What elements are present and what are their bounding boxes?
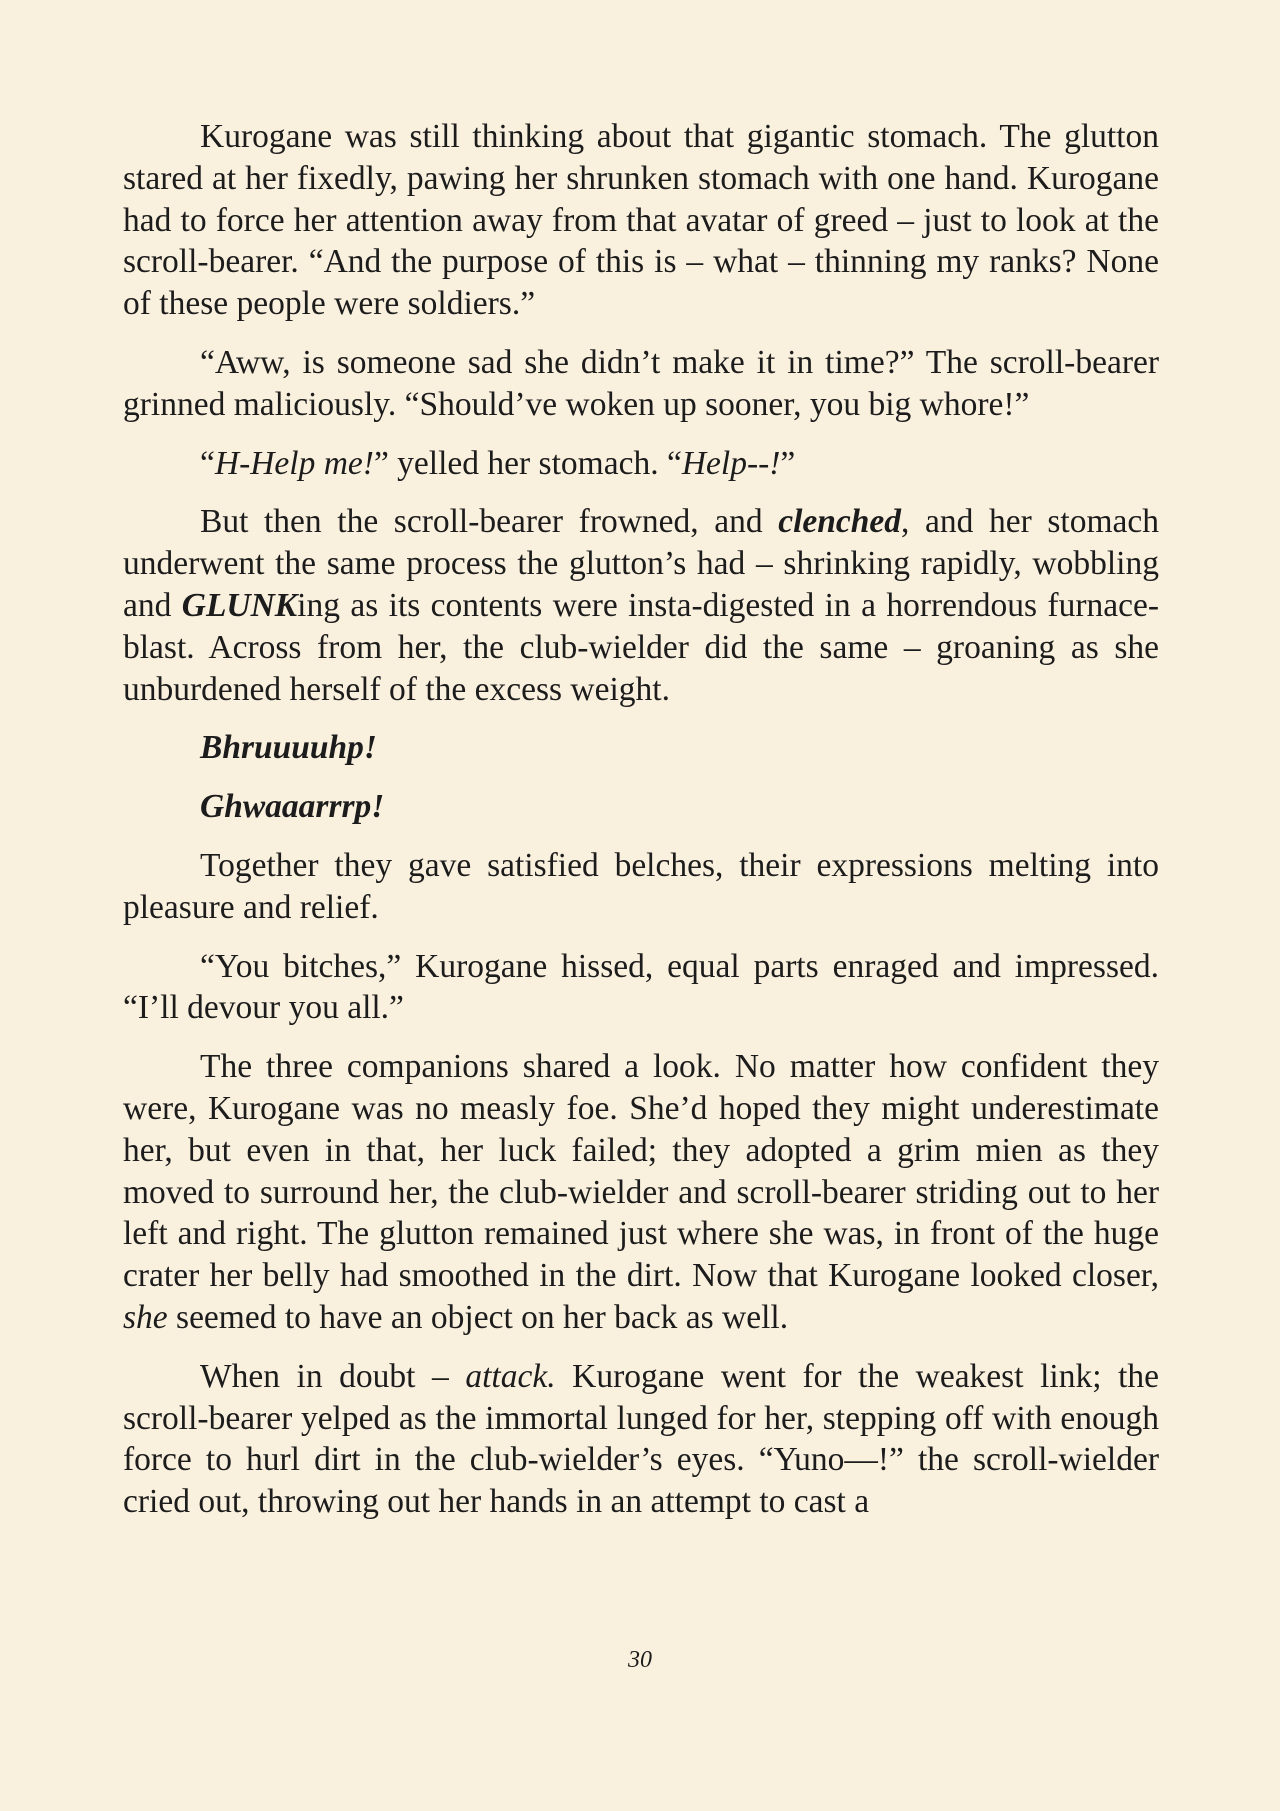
text-segment: ”: [780, 444, 796, 482]
text-segment: Kurogane was still thinking about that gigantic stomach. The glutton stared at her fixedly, pawing her shrunken stomach with one hand. Kurogane had to force her attention away from that avatar of greed – just to look at the scroll-bearer. “And the purpose of this is – what – thinning my ranks? None of these people were soldiers.”: [123, 118, 1159, 323]
text-segment: “You bitches,” Kurogane hissed, equal parts enraged and impressed. “I’ll devour you all.”: [123, 947, 1159, 1027]
text-segment: When in doubt –: [200, 1357, 466, 1395]
bold-italic-text-segment: Ghwaaarrrp!: [200, 788, 385, 826]
italic-text-segment: attack.: [465, 1357, 556, 1395]
italic-text-segment: Help--!: [681, 444, 781, 482]
paragraph-8: [123, 946, 1159, 1030]
paragraph-5: [123, 727, 1159, 769]
bold-italic-text-segment: Bhruuuuhp!: [200, 729, 377, 767]
italic-text-segment: H-Help me!: [214, 444, 374, 482]
text-segment: Together they gave satisfied belches, their expressions melting into pleasure and relief.: [123, 846, 1159, 926]
paragraph-4: [123, 501, 1159, 710]
text-segment: ” yelled her stomach. “: [373, 444, 682, 482]
paragraph-7: [123, 845, 1159, 929]
text-segment: Kurogane went for the weakest link; the scroll-bearer yelped as the immortal lunged for her, stepping off with enough force to hurl dirt in the club-wielder’s eyes. “Yuno—!” the scroll-wielder cried out, throwing out her hands in an attempt to cast a: [123, 1357, 1160, 1521]
paragraph-9: [123, 1046, 1159, 1339]
italic-text-segment: she: [123, 1298, 168, 1336]
paragraph-3: [123, 443, 1159, 485]
paragraph-10: [123, 1356, 1159, 1523]
paragraph-2: [123, 342, 1159, 426]
paragraph-1: [123, 116, 1159, 325]
paragraph-6: [123, 786, 1159, 828]
bold-italic-text-segment: clenched: [778, 503, 902, 541]
text-segment: ing as its contents were insta-digested in a horrendous furnace-blast. Across from her, the club-wielder did the same – groaning as she unburdened herself of the excess weight.: [123, 586, 1160, 708]
page-number: 30: [628, 1647, 652, 1673]
text-segment: , and her stomach underwent the same process the glutton’s had – shrinking rapidly, wobbling and: [123, 503, 1159, 624]
bold-italic-text-segment: GLUNK: [181, 586, 298, 624]
text-segment: “: [200, 444, 215, 482]
text-segment: But then the scroll-bearer frowned, and: [200, 503, 779, 541]
text-segment: “Aww, is someone sad she didn’t make it in time?” The scroll-bearer grinned maliciously. “Should’ve woken up sooner, you big whore!”: [123, 343, 1159, 423]
text-segment: seemed to have an object on her back as well.: [167, 1298, 789, 1336]
page-body: [123, 116, 1159, 1540]
text-segment: The three companions shared a look. No matter how confident they were, Kurogane was no measly foe. She’d hoped they might underestimate her, but even in that, her luck failed; they adopted a grim mien as they moved to surround her, the club-wielder and scroll-bearer striding out to her left and right. The glutton remained just where she was, in front of the huge crater her belly had smoothed in the dirt. Now that Kurogane looked closer,: [123, 1048, 1159, 1295]
